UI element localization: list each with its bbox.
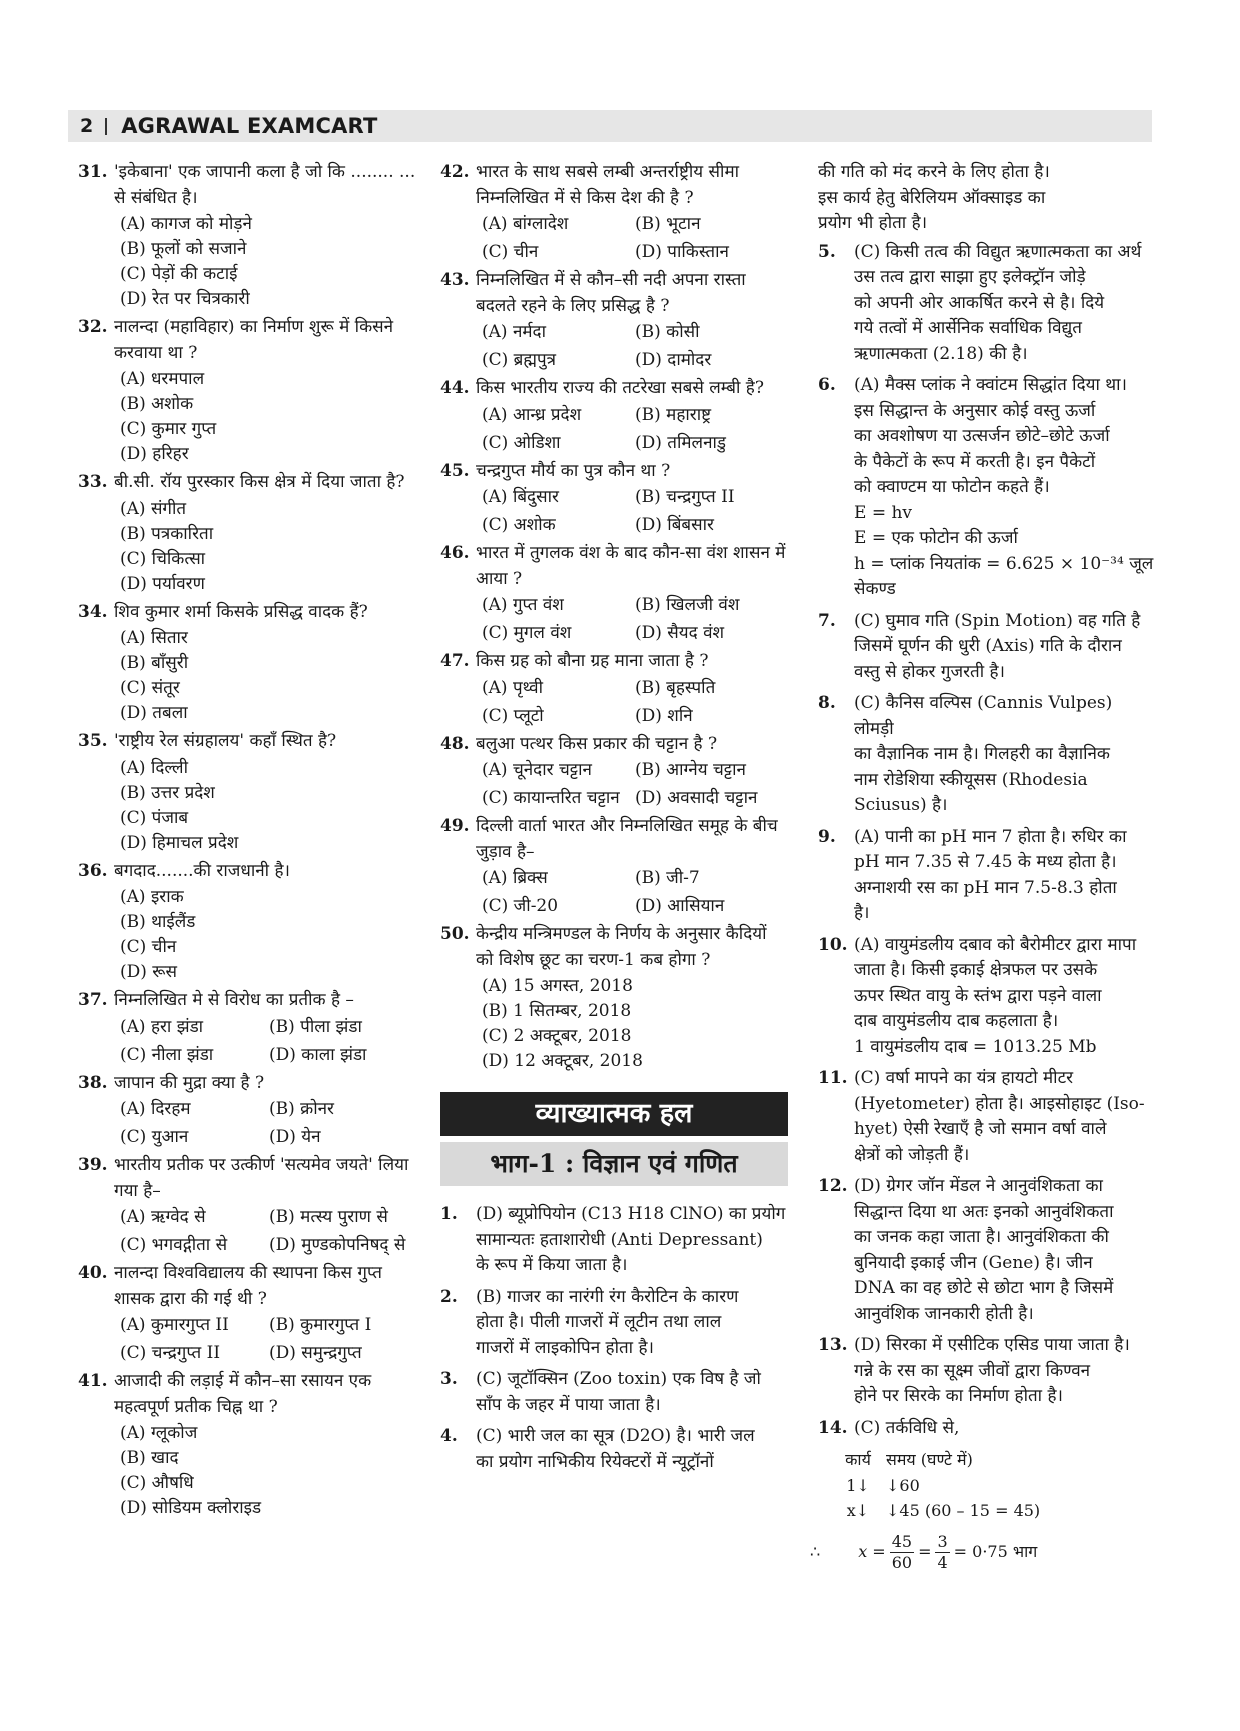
question-item [440,814,788,919]
solution-item [818,1066,1154,1168]
work-header-right: समय (घण्टे में) [886,1450,973,1469]
option-item: (C) औषधि [120,1473,194,1493]
solution-item [440,1367,788,1418]
option-item: (A) संगीत [120,498,187,519]
question-number: 48. [440,733,470,754]
option-list [114,1421,418,1521]
continuation-text-line: प्रयोग भी होता है। [818,213,928,233]
question-number: 46. [440,543,470,563]
solution-text-line: गये तत्वों में आर्सेनिक सर्वाधिक विद्युत [854,318,1082,338]
option-item: (B) पत्रकारिता [120,523,214,544]
solution-number: 10. [818,934,848,955]
option-item: (A) 15 अगस्त, 2018 [482,976,633,996]
solution-item [818,1333,1154,1410]
solution-text-line: इस सिद्धान्त के अनुसार कोई वस्तु ऊर्जा [854,400,1096,421]
question-text: निम्नलिखित में से कौन–सी नदी अपना रास्ता बदलते रहने के लिए प्रसिद्ध है ? [476,270,746,316]
option-list [114,1205,418,1258]
equation-result: = 0·75 भाग [953,1542,1038,1562]
solution-text-line: क्षेत्रों को जोड़ती हैं। [854,1144,970,1165]
option-item: (C) कायान्तरित चट्टान [482,788,620,808]
question-number: 39. [78,1155,108,1175]
solution-text-line: DNA का वह छोटे से छोटा भाग है जिसमें [854,1278,1114,1298]
solution-text-line: E = एक फोटोन की ऊर्जा [854,528,1018,548]
equals-sign: = [918,1542,932,1562]
solution-text-line: होने पर सिरके का निर्माण होता है। [854,1386,1063,1406]
solution-text-line: को अपनी ओर आकर्षित करने से है। दिये [854,292,1105,313]
option-item: (A) ग्लूकोज [120,1423,198,1443]
question-number: 31. [78,162,108,182]
fraction-1-denominator: 60 [891,1552,913,1572]
option-list [114,756,418,856]
fraction-2-denominator: 4 [937,1552,948,1572]
left-column [78,160,418,1524]
solution-text-line: नाम रोडेशिया स्कीयूसस (Rhodesia [854,769,1088,790]
question-text: भारत में तुगलक वंश के बाद कौन-सा वंश शासन में आया ? [476,543,786,589]
solution-number: 11. [818,1068,848,1088]
solution-number: 9. [818,826,836,847]
question-item [440,160,788,265]
solution-list-middle [440,1202,788,1475]
continuation-text-line: की गति को मंद करने के लिए होता है। [818,162,1050,182]
option-item: (A) गुप्त वंश [482,595,564,615]
solution-text-line: सिद्धान्त दिया था अतः इनको आनुवंशिकता [854,1201,1114,1222]
option-item: (B) कुमारगुप्त I [269,1315,372,1335]
option-item: (D) 12 अक्टूबर, 2018 [482,1051,643,1071]
solution-text-line: h = प्लांक नियतांक = 6.625 × 10⁻³⁴ जूल [854,553,1154,574]
option-item: (D) रूस [120,962,177,982]
solution-text-line: E = hv [854,502,913,523]
question-text: निम्नलिखित मे से विरोध का प्रतीक है – [114,990,354,1010]
option-list [476,676,788,729]
solution-number: 8. [818,693,836,713]
question-number: 32. [78,317,108,337]
solution-text-line: (C) कैनिस वल्पिस (Cannis Vulpes) लोमड़ी [854,693,1113,739]
option-list [476,212,788,265]
solution-number: 12. [818,1176,848,1196]
option-item: (A) ऋग्वेद से [120,1207,206,1227]
question-list-middle [440,160,788,1074]
option-list [476,403,788,456]
option-item: (A) चूनेदार चट्टान [482,760,592,780]
solution-text-line: के रूप में किया जाता है। [476,1255,628,1275]
question-number: 35. [78,731,108,751]
option-list [114,497,418,597]
question-text: 'इकेबाना' एक जापानी कला है जो कि ........ ... से संबंधित है। [114,162,416,208]
question-item [440,268,788,373]
option-item: (D) पाकिस्तान [635,242,729,262]
solution-text-line: का जनक कहा जाता है। आनुवंशिकता की [854,1227,1109,1247]
option-item: (C) पंजाब [120,807,189,828]
question-item [78,1071,418,1151]
option-item: (A) आन्ध्र प्रदेश [482,404,582,425]
therefore-symbol: ∴ [810,1542,821,1562]
option-item: (C) ओडिशा [482,432,561,453]
option-item: (B) उत्तर प्रदेश [120,782,215,803]
option-item: (D) आसियान [635,896,725,916]
solution-text-line: का प्रयोग नाभिकीय रियेक्टरों में न्यूट्रॉनों [476,1451,714,1472]
option-item: (D) मुण्डकोपनिषद् से [269,1235,406,1255]
option-item: (C) 2 अक्टूबर, 2018 [482,1026,632,1046]
option-item: (D) समुन्द्रगुप्त [269,1343,362,1363]
option-item: (C) अशोक [482,515,556,535]
option-item: (C) पेड़ों की कटाई [120,264,238,284]
option-item: (C) जी-20 [482,896,559,916]
option-item: (C) चीन [482,242,539,262]
solution-text-line: गाजरों में लाइकोपिन होता है। [476,1337,654,1358]
solution-text-line: (C) किसी तत्व की विद्युत ऋणात्मकता का अर्थ [854,241,1142,262]
solution-text-line: (A) मैक्स प्लांक ने क्वांटम सिद्धांत दिया था। [854,375,1127,395]
solution-number: 7. [818,610,836,631]
question-number: 37. [78,990,108,1010]
page-number: 2 [80,115,94,137]
question-text: चन्द्रगुप्त मौर्य का पुत्र कौन था ? [476,460,671,481]
option-item: (B) मत्स्य पुराण से [269,1207,388,1227]
option-item: (D) तबला [120,703,188,723]
option-item: (A) कागज को मोड़ने [120,214,252,234]
option-item: (D) तमिलनाडु [635,432,727,453]
solution-number: 14. [818,1417,848,1438]
question-number: 49. [440,816,470,836]
option-item: (C) मुगल वंश [482,623,572,643]
option-item: (C) भगवद्गीता से [120,1235,228,1255]
option-item: (D) हिमाचल प्रदेश [120,832,239,853]
option-list [476,758,788,811]
solution-list-right [818,240,1154,1442]
question-item [78,1153,418,1258]
option-item: (D) पर्यावरण [120,573,205,594]
option-item: (C) चिकित्सा [120,548,206,569]
work-row2-right: ↓45 (60 – 15 = 45) [886,1501,1041,1520]
middle-column [440,160,788,1481]
option-item: (D) सैयद वंश [635,623,725,643]
solution-number: 4. [440,1426,458,1446]
option-item: (C) ब्रह्मपुत्र [482,350,557,370]
question-number: 41. [78,1371,108,1391]
solution-text-line: (D) ब्यूप्रोपियोन (C13 H18 ClNO) का प्रयोग [476,1204,786,1224]
fraction-2-numerator: 3 [937,1531,948,1551]
solution-text-line: 1 वायुमंडलीय दाब = 1013.25 Mb [854,1036,1097,1057]
work-row1-right: ↓60 [886,1475,920,1495]
solution-text-line: (Hyetometer) होता है। आइसोहाइट (Iso- [854,1093,1145,1114]
option-list [476,593,788,646]
option-item: (C) कुमार गुप्त [120,419,217,439]
question-text: भारत के साथ सबसे लम्बी अन्तर्राष्ट्रीय सीमा निम्नलिखित में से किस देश की है ? [476,162,740,208]
continuation-text-line: इस कार्य हेतु बेरिलियम ऑक्साइड का [818,187,1046,208]
question-number: 40. [78,1263,108,1283]
option-item: (D) हरिहर [120,444,189,464]
option-list [476,320,788,373]
question-number: 42. [440,162,470,182]
option-item: (A) बांग्लादेश [482,214,569,234]
option-list [114,626,418,726]
option-item: (B) थाईलैंड [120,912,196,932]
fraction-1 [890,1532,914,1573]
solution-text-line: सामान्यतः हताशारोधी (Anti Depressant) [476,1229,763,1250]
option-item: (D) काला झंडा [269,1044,367,1065]
solution-text-line: ऊपर स्थित वायु के स्तंभ द्वारा पड़ने वाला [854,985,1102,1006]
solution-number: 6. [818,375,836,395]
option-item: (D) रेत पर चित्रकारी [120,289,250,309]
brand-logo: AGRAWAL EXAMCART [121,114,378,138]
option-list [476,974,788,1074]
option-list [114,885,418,985]
option-item: (B) 1 सितम्बर, 2018 [482,1001,632,1021]
work-row1-left: 1↓ [846,1475,870,1495]
solution-text-line: के पैकेटों के रूप में करती है। इन पैकेटों [854,451,1096,472]
option-item: (A) पृथ्वी [482,677,544,698]
option-list [114,367,418,467]
solution-text-line: pH मान 7.35 से 7.45 के मध्य होता है। [854,852,1117,872]
solution-text-line: का वैज्ञानिक नाम है। गिलहरी का वैज्ञानिक [854,744,1110,764]
solution-text-line: गन्ने के रस का सूक्ष्म जीवों द्वारा किण्वन [854,1360,1091,1381]
question-text: केन्द्रीय मन्त्रिमण्डल के निर्णय के अनुसार कैदियों को विशेष छूट का चरण-1 कब होगा ? [476,924,767,970]
solution-continuation [818,160,1154,237]
option-item: (D) येन [269,1127,321,1147]
solution-text-line: अग्नाशयी रस का pH मान 7.5-8.3 होता [854,877,1117,898]
option-item: (B) फूलों को सजाने [120,239,247,259]
question-item [78,988,418,1068]
option-item: (A) बिंदुसार [482,487,559,507]
option-item: (D) बिंबसार [635,515,714,535]
option-item: (C) प्लूटो [482,705,544,726]
working-table [810,1447,1154,1573]
solution-text-line: ऋणात्मकता (2.18) की है। [854,343,1028,364]
question-item [78,160,418,312]
question-item [78,1261,418,1366]
option-item: (B) आग्नेय चट्टान [635,760,746,780]
option-item: (A) धरमपाल [120,369,205,389]
question-text: 'राष्ट्रीय रेल संग्रहालय' कहाँ स्थित है? [114,731,337,751]
option-item: (B) महाराष्ट्र [635,404,712,425]
header-divider [105,118,107,135]
question-text: नालन्दा विश्वविद्यालय की स्थापना किस गुप्त शासक द्वारा की गई थी ? [114,1263,382,1309]
question-number: 44. [440,378,470,398]
option-item: (B) खिलजी वंश [635,595,740,615]
question-item [78,729,418,856]
option-item: (C) नीला झंडा [120,1044,214,1065]
question-text: किस भारतीय राज्य की तटरेखा सबसे लम्बी है? [476,378,764,398]
question-item [440,732,788,812]
option-item: (B) भूटान [635,214,701,234]
solution-text-line: वस्तु से होकर गुजरती है। [854,661,1006,682]
question-text: नालन्दा (महाविहार) का निर्माण शुरू में किसने करवाया था ? [114,317,394,363]
question-text: बगदाद.......की राजधानी है। [114,860,290,881]
solution-item [818,373,1154,603]
solution-number: 3. [440,1369,458,1389]
option-list [114,212,418,312]
question-item [440,922,788,1074]
option-item: (D) दामोदर [635,350,712,370]
question-number: 43. [440,270,470,290]
solution-text-line: hyet) ऐसी रेखाएँ है जो समान वर्षा वाले [854,1119,1107,1139]
section-banner: भाग-1 : विज्ञान एवं गणित [440,1142,788,1186]
fraction-1-numerator: 45 [891,1531,913,1551]
option-item: (B) बाँसुरी [120,653,189,673]
solution-number: 5. [818,241,836,262]
question-number: 38. [78,1072,108,1093]
solution-item [818,933,1154,1061]
option-item: (B) बृहस्पति [635,677,716,698]
question-text: बी.सी. रॉय पुरस्कार किस क्षेत्र में दिया जाता है? [114,472,405,492]
work-row2-left: x↓ [846,1501,870,1520]
question-text: बलुआ पत्थर किस प्रकार की चट्टान है ? [476,733,718,754]
equation-x: x = [858,1542,886,1562]
option-item: (A) नर्मदा [482,322,546,342]
question-text: दिल्ली वार्ता भारत और निम्नलिखित समूह के बीच जुड़ाव है– [476,816,778,862]
question-number: 45. [440,460,470,481]
solutions-banner: व्याख्यात्मक हल [440,1092,788,1136]
solution-text-line: दाब वायुमंडलीय दाब कहलाता है। [854,1011,1059,1031]
solution-item [818,691,1154,819]
solution-text-line: (C) जूटॉक्सिन (Zoo toxin) एक विष है जो [476,1369,761,1389]
option-item: (D) सोडियम क्लोराइड [120,1498,262,1518]
solution-text-line: Sciusus) है। [854,795,948,815]
solution-text-line: (B) गाजर का नारंगी रंग कैरोटिन के कारण [476,1286,739,1307]
option-list [114,1015,418,1068]
option-item: (B) खाद [120,1448,179,1468]
solution-item [818,825,1154,927]
solution-number: 2. [440,1286,458,1307]
option-item: (D) शनि [635,705,693,726]
solution-text-line: जाता है। किसी इकाई क्षेत्रफल पर उसके [854,960,1098,980]
solution-item [440,1285,788,1362]
option-item: (A) हरा झंडा [120,1016,204,1037]
solution-text-line: को क्वाण्टम या फोटोन कहते हैं। [854,477,1050,497]
question-number: 36. [78,860,108,881]
page-header [68,110,1152,142]
option-item: (A) कुमारगुप्त II [120,1315,229,1335]
option-item: (A) दिरहम [120,1099,191,1119]
question-text: किस ग्रह को बौना ग्रह माना जाता है ? [476,651,709,671]
solution-text-line: जिसमें घूर्णन की धुरी (Axis) गति के दौरान [854,636,1122,656]
right-column [810,160,1154,1573]
solution-text-line: उस तत्व द्वारा साझा हुए इलेक्ट्रॉन जोड़े [854,267,1086,287]
solution-text-line: (D) सिरका में एसीटिक एसिड पाया जाता है। [854,1335,1130,1355]
option-item: (A) दिल्ली [120,757,188,778]
fraction-2 [935,1532,949,1573]
solution-item [818,240,1154,368]
option-item: (A) ब्रिक्स [482,868,548,888]
option-item: (C) चीन [120,937,177,957]
solution-text-line: (C) भारी जल का सूत्र (D2O) है। भारी जल [476,1426,755,1446]
question-number: 50. [440,924,470,944]
solution-text-line: (A) पानी का pH मान 7 होता है। रुधिर का [854,826,1127,847]
solution-text-line: (C) वर्षा मापने का यंत्र हायटो मीटर [854,1068,1074,1088]
question-item [440,541,788,646]
option-item: (D) अवसादी चट्टान [635,788,758,808]
solution-text-line: साँप के जहर में पाया जाता है। [476,1394,661,1415]
question-text: शिव कुमार शर्मा किसके प्रसिद्ध वादक हैं? [114,601,368,622]
solution-text-line: (D) ग्रेगर जॉन मेंडल ने आनुवंशिकता का [854,1176,1103,1196]
work-header-left: कार्य [845,1450,871,1469]
option-item: (B) जी-7 [635,868,700,888]
option-list [476,485,788,538]
question-item [440,376,788,456]
option-item: (C) युआन [120,1127,189,1147]
option-list [476,866,788,919]
option-item: (A) सितार [120,628,188,648]
question-item [78,1369,418,1521]
solution-number: 13. [818,1335,848,1355]
option-list [114,1097,418,1150]
question-text: भारतीय प्रतीक पर उत्कीर्ण 'सत्यमेव जयते' लिया गया है– [114,1155,409,1201]
solution-text-line: आनुवंशिक जानकारी होती है। [854,1303,1034,1324]
question-number: 34. [78,601,108,622]
solution-text-line: (A) वायुमंडलीय दबाव को बैरोमीटर द्वारा मापा [854,934,1137,955]
solution-text-line: का अवशोषण या उत्सर्जन छोटे–छोटे ऊर्जा [854,426,1110,446]
solution-item [818,1174,1154,1327]
solution-text-line: है। [854,903,870,923]
option-item: (B) कोसी [635,322,700,342]
option-item: (C) संतूर [120,678,180,698]
solution-text-line: (C) घुमाव गति (Spin Motion) वह गति है [854,610,1141,631]
question-number: 33. [78,472,108,492]
question-item [78,315,418,467]
question-item [78,470,418,597]
solution-item [440,1424,788,1475]
solution-text-line: बुनियादी इकाई जीन (Gene) है। जीन [854,1252,1093,1273]
option-item: (B) क्रोनर [269,1099,335,1119]
option-list [114,1313,418,1366]
option-item: (A) इराक [120,887,184,907]
option-item: (B) पीला झंडा [269,1016,362,1037]
solution-item [818,609,1154,686]
question-item [440,649,788,729]
question-number: 47. [440,651,470,671]
question-item [78,600,418,727]
option-item: (B) अशोक [120,394,194,414]
final-equation [810,1532,1154,1573]
solution-item [818,1416,1154,1442]
question-item [78,859,418,986]
option-item: (B) चन्द्रगुप्त II [635,487,735,507]
solution-number: 1. [440,1204,458,1224]
solution-text-line: सेकण्ड [854,579,896,599]
option-item: (C) चन्द्रगुप्त II [120,1343,221,1363]
solution-text-line: (C) तर्कविधि से, [854,1417,960,1438]
solution-text-line: होता है। पीली गाजरों में लूटीन तथा लाल [476,1312,722,1332]
question-text: जापान की मुद्रा क्या है ? [114,1072,265,1093]
question-item [440,459,788,539]
solution-item [440,1202,788,1279]
question-text: आजादी की लड़ाई में कौन–सा रसायन एक महत्वपूर्ण प्रतीक चिह्न था ? [114,1371,372,1417]
